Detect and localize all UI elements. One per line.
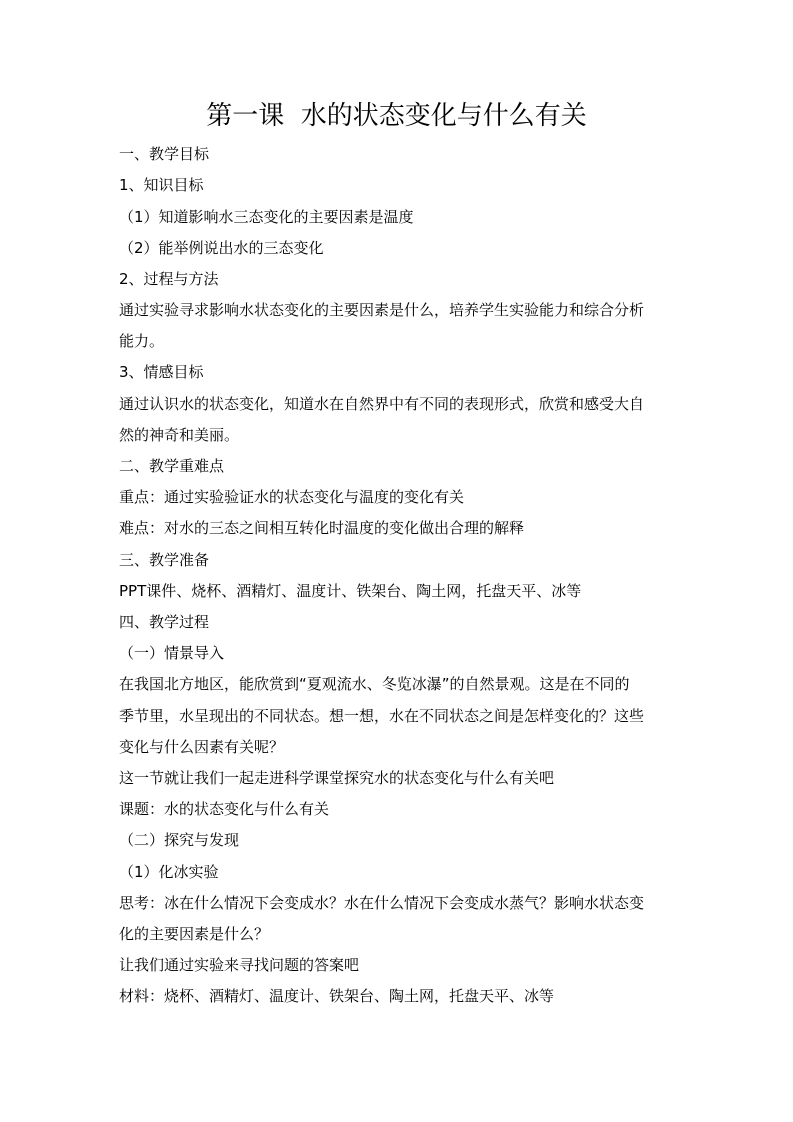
paragraph-line: 化的主要因素是什么？ xyxy=(119,925,270,943)
preparation-line: PPT课件、烧杯、酒精灯、温度计、铁架台、陶土网，托盘天平、冰等 xyxy=(119,582,582,600)
section-heading-objectives: 一、教学目标 xyxy=(119,145,210,163)
subheading-ice-experiment: （1）化冰实验 xyxy=(119,863,219,881)
section-heading-key-points: 二、教学重难点 xyxy=(119,457,225,475)
lesson-title: 第一课 水的状态变化与什么有关 xyxy=(206,101,587,131)
subheading-process: 2、过程与方法 xyxy=(119,270,219,288)
knowledge-item-2: （2）能举例说出水的三态变化 xyxy=(119,239,324,257)
paragraph-line: 这一节就让我们一起走进科学课堂探究水的状态变化与什么有关吧 xyxy=(119,769,555,787)
paragraph-line: 思考：冰在什么情况下会变成水？水在什么情况下会变成水蒸气？影响水状态变 xyxy=(119,894,645,912)
knowledge-item-1: （1）知道影响水三态变化的主要因素是温度 xyxy=(119,208,414,226)
paragraph-line: 变化与什么因素有关呢？ xyxy=(119,738,285,756)
paragraph-line: 能力。 xyxy=(119,332,165,350)
difficult-point-line: 难点：对水的三态之间相互转化时温度的变化做出合理的解释 xyxy=(119,519,525,537)
paragraph-line: 通过认识水的状态变化，知道水在自然界中有不同的表现形式，欣赏和感受大自 xyxy=(119,395,645,413)
paragraph-line: 在我国北方地区，能欣赏到“夏观流水、冬览冰瀑”的自然景观。这是在不同的 xyxy=(119,675,630,693)
paragraph-line: 季节里，水呈现出的不同状态。想一想，水在不同状态之间是怎样变化的？这些 xyxy=(119,707,645,725)
key-point-line: 重点：通过实验验证水的状态变化与温度的变化有关 xyxy=(119,488,465,506)
materials-line: 材料：烧杯、酒精灯、温度计、铁架台、陶土网，托盘天平、冰等 xyxy=(119,987,555,1005)
subheading-knowledge: 1、知识目标 xyxy=(119,176,204,194)
subheading-intro: （一）情景导入 xyxy=(119,644,225,662)
topic-line: 课题：水的状态变化与什么有关 xyxy=(119,800,330,818)
subheading-emotion: 3、情感目标 xyxy=(119,363,204,381)
paragraph-line: 通过实验寻求影响水状态变化的主要因素是什么，培养学生实验能力和综合分析 xyxy=(119,301,645,319)
subheading-explore: （二）探究与发现 xyxy=(119,831,240,849)
section-heading-preparation: 三、教学准备 xyxy=(119,551,210,569)
paragraph-line: 然的神奇和美丽。 xyxy=(119,426,240,444)
paragraph-line: 让我们通过实验来寻找问题的答案吧 xyxy=(119,956,360,974)
section-heading-process: 四、教学过程 xyxy=(119,613,210,631)
